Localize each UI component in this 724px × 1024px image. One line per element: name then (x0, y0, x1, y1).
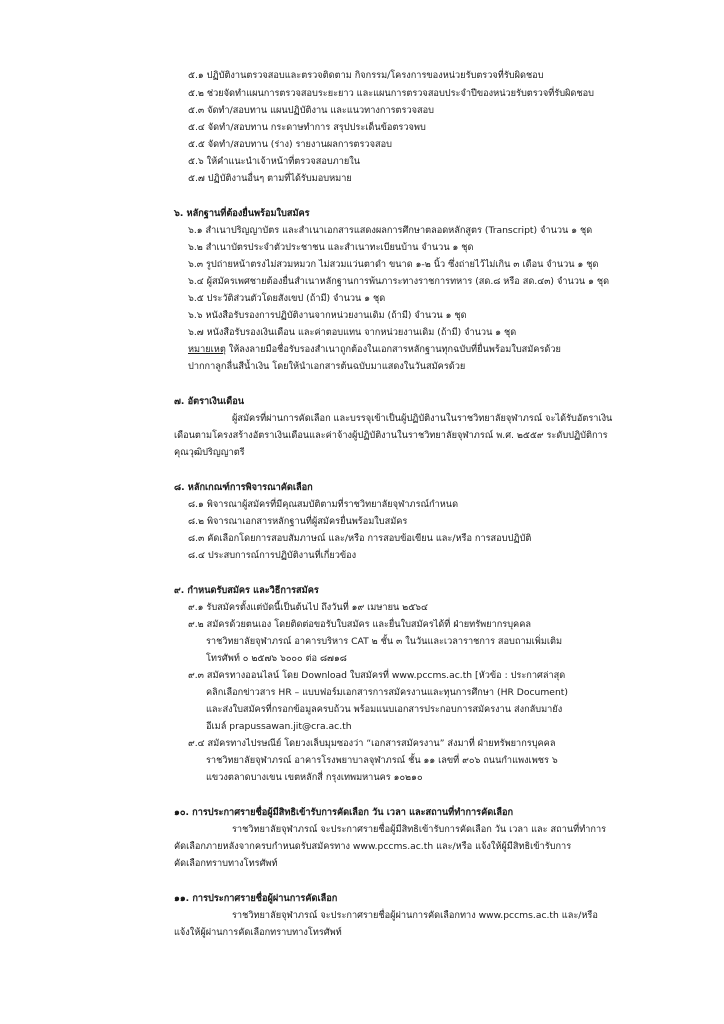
note-label: หมายเหตุ (188, 344, 226, 355)
list-item-continuation: อีเมล์ prapussawan.jit@cra.ac.th (206, 721, 352, 732)
paragraph-line: เดือนตามโครงสร้างอัตราเงินเดือนและค่าจ้างผู้ปฏิบัติงานในราชวิทยาลัยจุฬาภรณ์ พ.ศ. ๒๕๕๙ ระดับปฏิบัติการ (174, 430, 608, 441)
list-item: ๙.๑ รับสมัครตั้งแต่บัดนี้เป็นต้นไป ถึงวันที่ ๑๙ เมษายน ๒๕๖๔ (188, 602, 428, 613)
list-item: ๖.๑ สำเนาปริญญาบัตร และสำเนาเอกสารแสดงผลการศึกษาตลอดหลักสูตร (Transcript) จำนวน ๑ ชุด (188, 225, 593, 236)
list-item: ๘.๔ ประสบการณ์การปฏิบัติงานที่เกี่ยวข้อง (188, 550, 357, 561)
paragraph-line: แจ้งให้ผู้ผ่านการคัดเลือกทราบทางโทรศัพท์ (174, 927, 342, 938)
list-item: ๙.๒ สมัครด้วยตนเอง โดยติดต่อขอรับใบสมัคร และยื่นใบสมัครได้ที่ ฝ่ายทรัพยากรบุคคล (188, 619, 531, 630)
list-item-continuation: ราชวิทยาลัยจุฬาภรณ์ อาคารโรงพยาบาลจุฬาภรณ์ ชั้น ๑๑ เลขที่ ๙๐๖ ถนนกำแพงเพชร ๖ (206, 755, 558, 766)
list-item: ๕.๖ ให้คำแนะนำเจ้าหน้าที่ตรวจสอบภายใน (188, 156, 361, 167)
list-item: ๖.๒ สำเนาบัตรประจำตัวประชาชน และสำเนาทะเบียนบ้าน จำนวน ๑ ชุด (188, 242, 474, 253)
paragraph-line: ราชวิทยาลัยจุฬาภรณ์ จะประกาศรายชื่อผู้ผ่านการคัดเลือกทาง www.pccms.ac.th และ/หรือ (232, 910, 598, 921)
section-heading: ๘. หลักเกณฑ์การพิจารณาคัดเลือก (174, 482, 313, 493)
list-item: ๖.๖ หนังสือรับรองการปฏิบัติงานจากหน่วยงานเดิม (ถ้ามี) จำนวน ๑ ชุด (188, 310, 467, 321)
list-item: ๙.๔ สมัครทางไปรษณีย์ โดยวงเล็บมุมซองว่า “เอกสารสมัครงาน” ส่งมาที่ ฝ่ายทรัพยากรบุคคล (188, 738, 556, 749)
section-heading: ๑๐. การประกาศรายชื่อผู้มีสิทธิเข้ารับการคัดเลือก วัน เวลา และสถานที่ทำการคัดเลือก (174, 807, 514, 818)
note-line (188, 344, 561, 356)
list-item: ๖.๔ ผู้สมัครเพศชายต้องยื่นสำเนาหลักฐานการพ้นภาระทางราชการทหาร (สด.๘ หรือ สด.๔๓) จำนวน ๑ ชุด (188, 276, 610, 287)
list-item: ๕.๗ ปฏิบัติงานอื่นๆ ตามที่ได้รับมอบหมาย (188, 173, 352, 184)
section-heading: ๖. หลักฐานที่ต้องยื่นพร้อมใบสมัคร (174, 208, 310, 219)
list-item: ๘.๒ พิจารณาเอกสารหลักฐานที่ผู้สมัครยื่นพร้อมใบสมัคร (188, 516, 408, 527)
paragraph-line: ผู้สมัครที่ผ่านการคัดเลือก และบรรจุเข้าเป็นผู้ปฏิบัติงานในราชวิทยาลัยจุฬาภรณ์ จะได้รับอัตราเงิน (232, 413, 613, 424)
list-item-continuation: คลิกเลือกข่าวสาร HR – แบบฟอร์มเอกสารการสมัครงานและทุนการศึกษา (HR Document) (206, 687, 568, 698)
list-item: ๕.๕ จัดทำ/สอบทาน (ร่าง) รายงานผลการตรวจสอบ (188, 139, 392, 150)
list-item: ๖.๕ ประวัติส่วนตัวโดยสังเขป (ถ้ามี) จำนวน ๑ ชุด (188, 293, 386, 304)
list-item-continuation: ราชวิทยาลัยจุฬาภรณ์ อาคารบริหาร CAT ๒ ชั้น ๓ ในวันและเวลาราชการ สอบถามเพิ่มเติม (206, 636, 563, 647)
list-item: ๖.๓ รูปถ่ายหน้าตรงไม่สวมหมวก ไม่สวมแว่นตาดำ ขนาด ๑-๒ นิ้ว ซึ่งถ่ายไว้ไม่เกิน ๓ เดือน จำนวน ๑ ชุด (188, 259, 599, 270)
list-item: ๘.๓ คัดเลือกโดยการสอบสัมภาษณ์ และ/หรือ การสอบข้อเขียน และ/หรือ การสอบปฏิบัติ (188, 533, 532, 544)
list-item: ๕.๓ จัดทำ/สอบทาน แผนปฏิบัติงาน และแนวทางการตรวจสอบ (188, 105, 434, 116)
list-item: ๕.๔ จัดทำ/สอบทาน กระดาษทำการ สรุปประเด็นข้อตรวจพบ (188, 122, 426, 133)
list-item: ๖.๗ หนังสือรับรองเงินเดือน และค่าตอบแทน จากหน่วยงานเดิม (ถ้ามี) จำนวน ๑ ชุด (188, 327, 517, 338)
section-heading: ๗. อัตราเงินเดือน (174, 396, 244, 407)
list-item: ๕.๒ ช่วยจัดทำแผนการตรวจสอบระยะยาว และแผนการตรวจสอบประจำปีของหน่วยรับตรวจที่รับผิดชอบ (188, 88, 594, 99)
paragraph-line: คัดเลือกภายหลังจากครบกำหนดรับสมัครทาง www.pccms.ac.th และ/หรือ แจ้งให้ผู้มีสิทธิเข้ารับการ (174, 841, 572, 852)
paragraph-line: คุณวุฒิปริญญาตรี (174, 447, 245, 458)
list-item-continuation: โทรศัพท์ ๐ ๒๕๗๖ ๖๐๐๐ ต่อ ๘๗๑๘ (206, 653, 347, 664)
section-heading: ๑๑. การประกาศรายชื่อผู้ผ่านการคัดเลือก (174, 893, 338, 904)
note-text: ให้ลงลายมือชื่อรับรองสำเนาถูกต้องในเอกสารหลักฐานทุกฉบับที่ยื่นพร้อมใบสมัครด้วย (228, 344, 561, 355)
list-item-continuation: และส่งใบสมัครที่กรอกข้อมูลครบถ้วน พร้อมแนบเอกสารประกอบการสมัครงาน ส่งกลับมายัง (206, 704, 563, 715)
list-item-continuation: แขวงตลาดบางเขน เขตหลักสี่ กรุงเทพมหานคร ๑๐๒๑๐ (206, 772, 423, 783)
list-item: ๕.๑ ปฏิบัติงานตรวจสอบและตรวจติดตาม กิจกรรม/โครงการของหน่วยรับตรวจที่รับผิดชอบ (188, 70, 544, 81)
paragraph-line: ราชวิทยาลัยจุฬาภรณ์ จะประกาศรายชื่อผู้มีสิทธิเข้ารับการคัดเลือก วัน เวลา และ สถานที่ทำการ (232, 824, 607, 835)
list-item: ๙.๓ สมัครทางออนไลน์ โดย Download ใบสมัครที่ www.pccms.ac.th [หัวข้อ : ประกาศล่าสุด (188, 670, 566, 681)
list-item: ๘.๑ พิจารณาผู้สมัครที่มีคุณสมบัติตามที่ราชวิทยาลัยจุฬาภรณ์กำหนด (188, 499, 459, 510)
note-line-2: ปากกาลูกลื่นสีน้ำเงิน โดยให้นำเอกสารต้นฉบับมาแสดงในวันสมัครด้วย (188, 361, 466, 372)
section-heading: ๙. กำหนดรับสมัคร และวิธีการสมัคร (174, 585, 319, 596)
paragraph-line: คัดเลือกทราบทางโทรศัพท์ (174, 858, 278, 869)
